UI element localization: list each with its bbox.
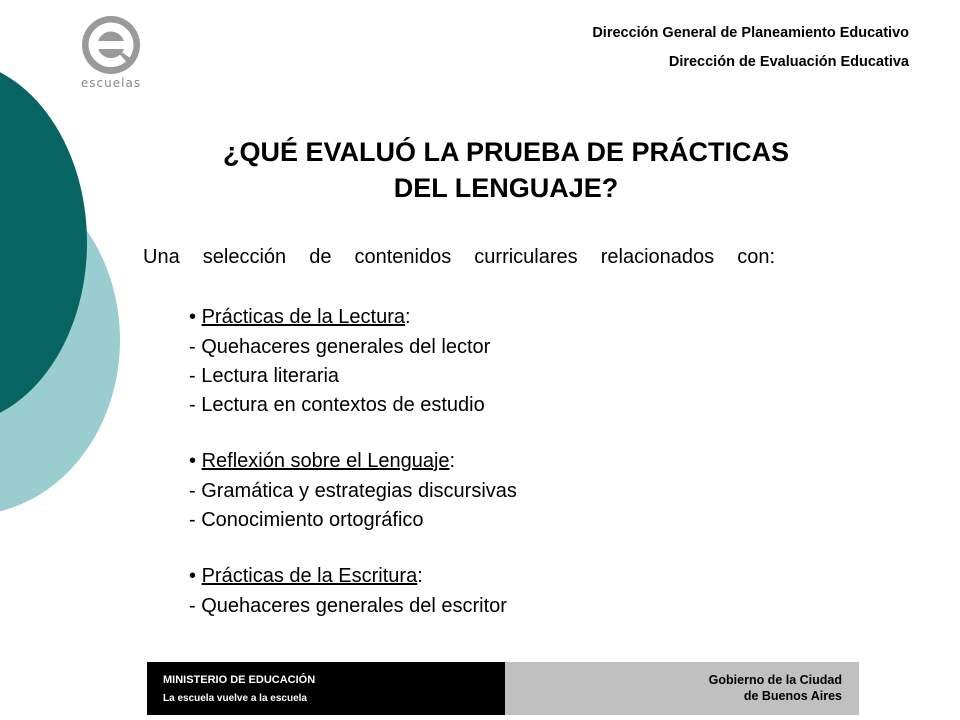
title-line-1: ¿QUÉ EVALUÓ LA PRUEBA DE PRÁCTICAS bbox=[222, 137, 790, 167]
footer-ministry-name: MINISTERIO DE EDUCACIÓN bbox=[163, 674, 316, 686]
list-item: - Conocimiento ortográfico bbox=[189, 509, 424, 531]
section-heading: • Reflexión sobre el Lenguaje: bbox=[189, 450, 456, 472]
header-direction-general: Dirección General de Planeamiento Educativo bbox=[592, 25, 909, 41]
section-heading-text: Reflexión sobre el Lenguaje bbox=[201, 450, 450, 472]
bullet: • bbox=[189, 450, 197, 472]
bullet: • bbox=[189, 565, 197, 587]
list-item: - Quehaceres generales del escritor bbox=[189, 595, 507, 617]
footer-government-panel bbox=[505, 662, 859, 715]
page-title bbox=[150, 134, 862, 206]
escuelas-logo bbox=[76, 14, 146, 94]
title-line-2: DEL LENGUAJE? bbox=[393, 173, 619, 203]
section-heading-text: Prácticas de la Escritura bbox=[201, 565, 418, 587]
footer-banner bbox=[147, 662, 859, 715]
footer-gov-line-2: de Buenos Aires bbox=[743, 689, 842, 703]
list-item: - Gramática y estrategias discursivas bbox=[189, 480, 517, 502]
list-item: - Quehaceres generales del lector bbox=[189, 336, 491, 358]
section-heading: • Prácticas de la Escritura: bbox=[189, 565, 423, 587]
list-item: - Lectura en contextos de estudio bbox=[189, 394, 485, 416]
section-heading-text: Prácticas de la Lectura bbox=[201, 306, 406, 328]
list-item: - Lectura literaria bbox=[189, 365, 340, 387]
footer-slogan: La escuela vuelve a la escuela bbox=[163, 693, 307, 704]
section-heading: • Prácticas de la Lectura: bbox=[189, 306, 411, 328]
footer-gov-line-1: Gobierno de la Ciudad bbox=[708, 673, 842, 687]
intro-text: Una selección de contenidos curriculares relacionados con: bbox=[143, 246, 775, 268]
bullet: • bbox=[189, 306, 197, 328]
logo-wordmark: escuelas bbox=[80, 76, 142, 90]
header-direction-evaluation: Dirección de Evaluación Educativa bbox=[668, 54, 909, 70]
footer-ministry-panel bbox=[147, 662, 505, 715]
escuelas-logo-mark bbox=[76, 14, 146, 76]
